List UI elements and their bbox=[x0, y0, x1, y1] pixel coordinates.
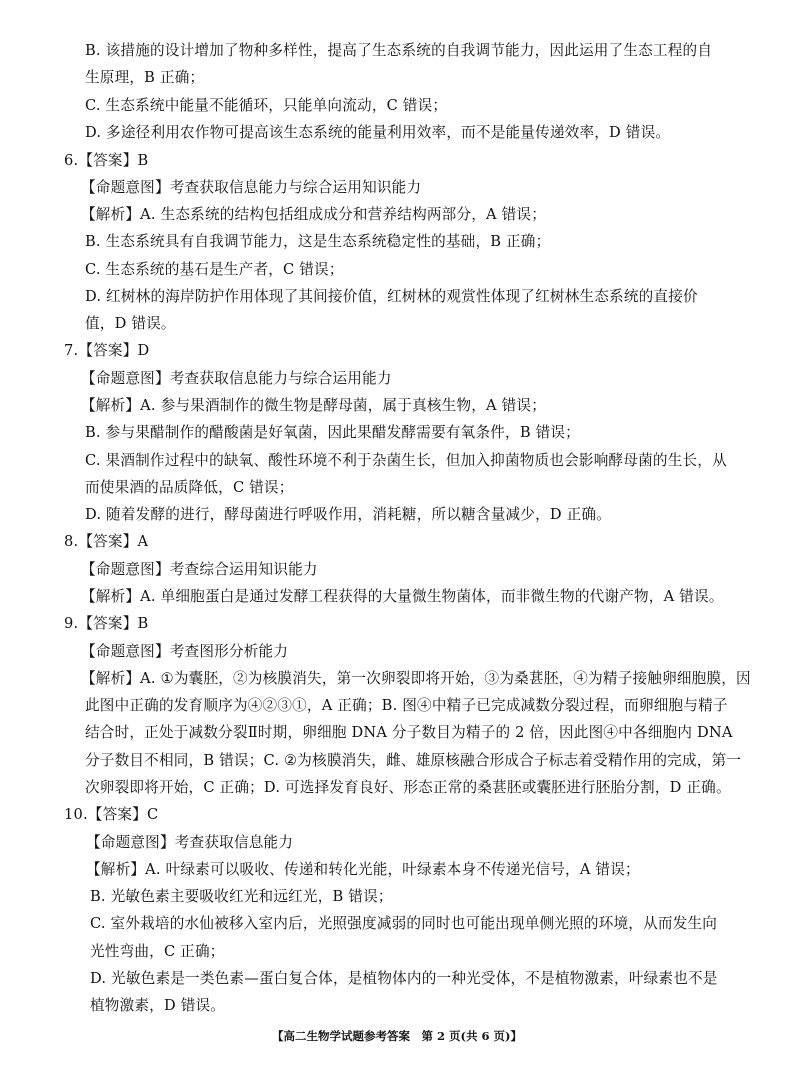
text-line: 而使果酒的品质降低，C 错误； bbox=[85, 479, 294, 496]
text-line: 【命题意图】考查获取信息能力与综合运用能力 bbox=[81, 370, 392, 387]
text-line: 【命题意图】考查获取信息能力与综合运用知识能力 bbox=[81, 179, 422, 196]
text-line: C. 果酒制作过程中的缺氧、酸性环境不利于杂菌生长，但加入抑菌物质也会影响酵母菌的生长，从 bbox=[85, 452, 727, 469]
text-line: 【命题意图】考查图形分析能力 bbox=[81, 643, 289, 660]
text-line: B. 该措施的设计增加了物种多样性，提高了生态系统的自我调节能力，因此运用了生态工程的自 bbox=[85, 42, 713, 59]
text-line: 8.【答案】A bbox=[64, 533, 149, 550]
text-line: 【解析】A. 单细胞蛋白是通过发酵工程获得的大量微生物菌体，而非微生物的代谢产物，A 错误。 bbox=[81, 588, 724, 605]
text-line: 分子数目不相同，B 错误；C. ②为核膜消失，雌、雄原核融合形成合子标志着受精作用的完成，第一 bbox=[85, 752, 742, 769]
text-line: 次卵裂即将开始，C 正确；D. 可选择发育良好、形态正常的桑葚胚或囊胚进行胚胎分割，D 正确。 bbox=[85, 779, 731, 796]
text-line: C. 生态系统中能量不能循环，只能单向流动，C 错误； bbox=[85, 97, 448, 114]
text-line: 【解析】A. 生态系统的结构包括组成成分和营养结构两部分，A 错误； bbox=[81, 206, 547, 223]
text-line: D. 光敏色素是一类色素—蛋白复合体，是植物体内的一种光受体，不是植物激素，叶绿素也不是 bbox=[90, 970, 718, 987]
text-line: 10.【答案】C bbox=[64, 806, 159, 823]
text-line: D. 红树林的海岸防护作用体现了其间接价值，红树林的观赏性体现了红树林生态系统的直接价 bbox=[85, 288, 698, 305]
text-line: 此图中正确的发育顺序为④②③①，A 正确；B. 图④中精子已完成减数分裂过程，而卵细胞与精子 bbox=[85, 697, 728, 714]
text-line: 值，D 错误。 bbox=[85, 315, 176, 332]
text-line: 【解析】A. ①为囊胚，②为核膜消失，第一次卵裂即将开始，③为桑葚胚，④为精子接触卵细胞膜，因 bbox=[81, 670, 751, 687]
text-line: 结合时，正处于减数分裂Ⅱ时期，卵细胞 DNA 分子数目为精子的 2 倍，因此图④中各细胞内 DNA bbox=[85, 724, 733, 741]
text-line: C. 室外栽培的水仙被移入室内后，光照强度减弱的同时也可能出现单侧光照的环境，从而发生向 bbox=[90, 915, 718, 932]
text-line: 【解析】A. 叶绿素可以吸收、传递和转化光能，叶绿素本身不传递光信号，A 错误； bbox=[86, 861, 640, 878]
text-line: B. 光敏色素主要吸收红光和远红光，B 错误； bbox=[90, 888, 393, 905]
text-line: C. 生态系统的基石是生产者，C 错误； bbox=[85, 261, 344, 278]
text-line: 7.【答案】D bbox=[64, 342, 150, 359]
page-footer: 【高二生物学试题参考答案 第 2 页(共 6 页)】 bbox=[272, 1029, 522, 1043]
text-line: 光性弯曲，C 正确； bbox=[90, 943, 225, 960]
text-line: 【命题意图】考查获取信息能力 bbox=[86, 834, 294, 851]
text-line: B. 参与果醋制作的醋酸菌是好氧菌，因此果醋发酵需要有氧条件，B 错误； bbox=[85, 424, 580, 441]
text-line: 植物激素，D 错误。 bbox=[90, 997, 226, 1014]
text-line: B. 生态系统具有自我调节能力，这是生态系统稳定性的基础，B 正确； bbox=[85, 233, 551, 250]
text-line: 6.【答案】B bbox=[64, 152, 149, 169]
text-line: D. 随着发酵的进行，酵母菌进行呼吸作用，消耗糖，所以糖含量减少，D 正确。 bbox=[85, 506, 611, 523]
text-line: 9.【答案】B bbox=[64, 615, 149, 632]
text-line: 生原理，B 正确； bbox=[85, 69, 205, 86]
text-line: D. 多途径利用农作物可提高该生态系统的能量利用效率，而不是能量传递效率，D 错误。 bbox=[85, 124, 671, 141]
text-line: 【解析】A. 参与果酒制作的微生物是酵母菌，属于真核生物，A 错误； bbox=[81, 397, 547, 414]
text-line: 【命题意图】考查综合运用知识能力 bbox=[81, 561, 318, 578]
